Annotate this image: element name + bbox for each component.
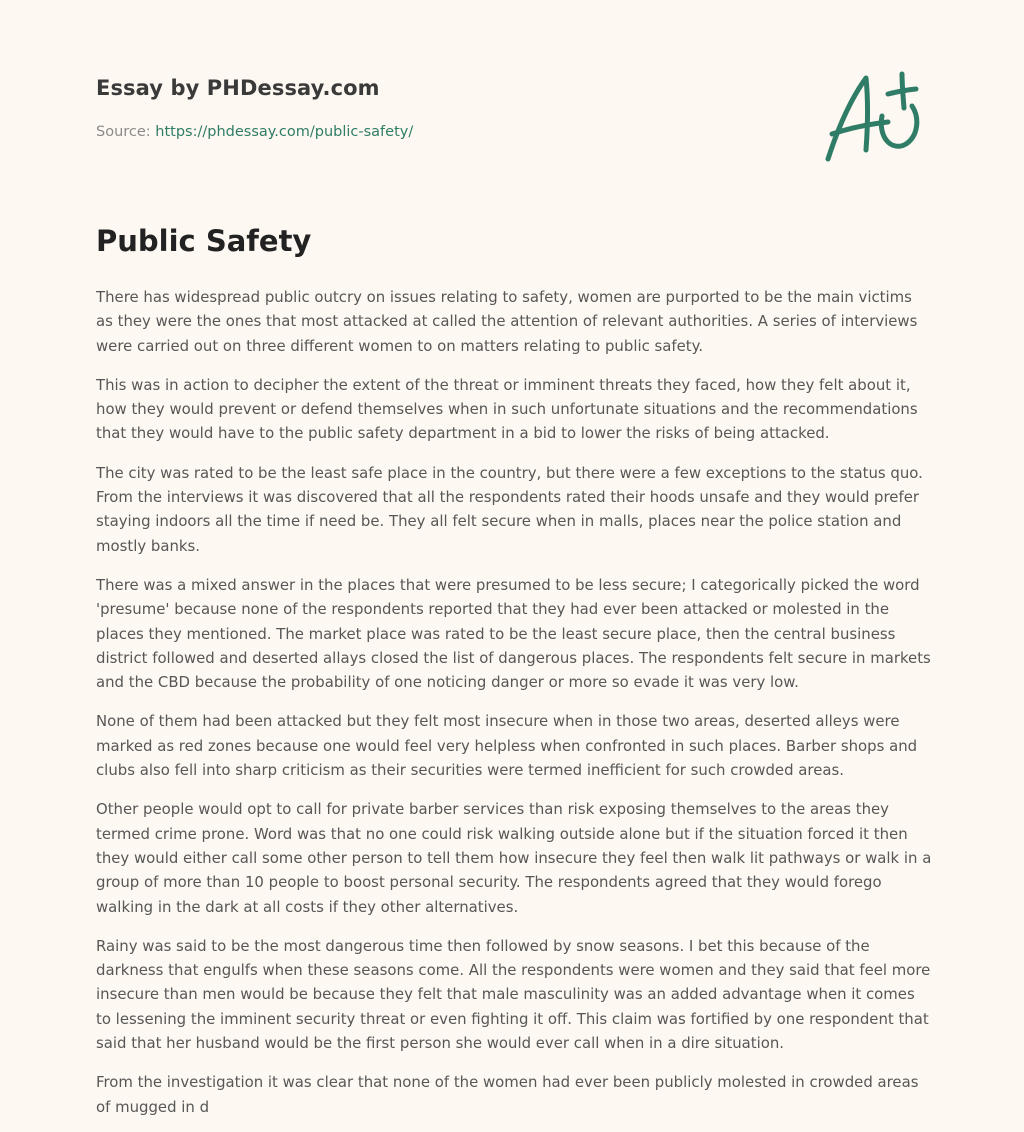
paragraph: There was a mixed answer in the places that were presumed to be less secure; I categorically picked the word 'presume' because none of the respondents reported that they had ever been attacked or molested in the places they mentioned. The market place was rated to be the least secure place, then the central business district followed and deserted allays closed the list of dangerous places. The respondents felt secure in markets and the CBD because the probability of one noticing danger or more so evade it was very low. [96, 575, 931, 692]
source-link[interactable]: https://phdessay.com/public-safety/ [155, 124, 414, 140]
paragraph: There has widespread public outcry on issues relating to safety, women are purported to be the main victims as they were the ones that most attacked at called the attention of relevant authorities. A series of interviews were carried out on three different women to on matters relating to public safety. [96, 288, 918, 355]
paragraph: Other people would opt to call for private barber services than risk exposing themselves to the areas they termed crime prone. Word was that no one could risk walking outside alone but if the situation forced it then they would either call some other person to tell them how insecure they feel then walk lit pathways or walk in a group of more than 10 people to boost personal security. The respondents agreed that they would forego walking in the dark at all costs if they other alternatives. [96, 800, 932, 916]
paragraph: From the investigation it was clear that none of the women had ever been publicly molested in crowded areas of mugged in d [96, 1073, 919, 1116]
article-title: Public Safety [96, 224, 312, 258]
paragraph: Rainy was said to be the most dangerous time then followed by snow seasons. I bet this because of the darkness that engulfs when these seasons come. All the respondents were women and they said that feel more insecure than men would be because they felt that male masculinity was an added advantage when it comes to lessening the imminent security threat or even fighting it off. This claim was fortified by one respondent that said that her husband would be the first person she would ever call when in a dire situation. [96, 936, 931, 1053]
article-body [96, 285, 932, 1132]
paragraph: The city was rated to be the least safe place in the country, but there were a few exceptions to the status quo. From the interviews it was discovered that all the respondents rated their hoods unsafe and they would prefer staying indoors all the time if need be. They all felt secure when in malls, places near the police station and mostly banks. [96, 463, 923, 555]
source-line [96, 124, 413, 140]
source-label: Source: [96, 124, 156, 140]
a-plus-logo-icon [822, 68, 930, 164]
paragraph: This was in action to decipher the extent of the threat or imminent threats they faced, how they felt about it, how they would prevent or defend themselves when in such unfortunate situations and the recommendations that they would have to the public safety department in a bid to lower the risks of being attacked. [96, 375, 918, 443]
site-brand: Essay by PHDessay.com [96, 76, 380, 100]
paragraph: None of them had been attacked but they felt most insecure when in those two areas, deserted alleys were marked as red zones because one would feel very helpless when confronted in such places. Barber shops and clubs also fell into sharp criticism as their securities were termed inefficient for such crowded areas. [96, 712, 918, 780]
